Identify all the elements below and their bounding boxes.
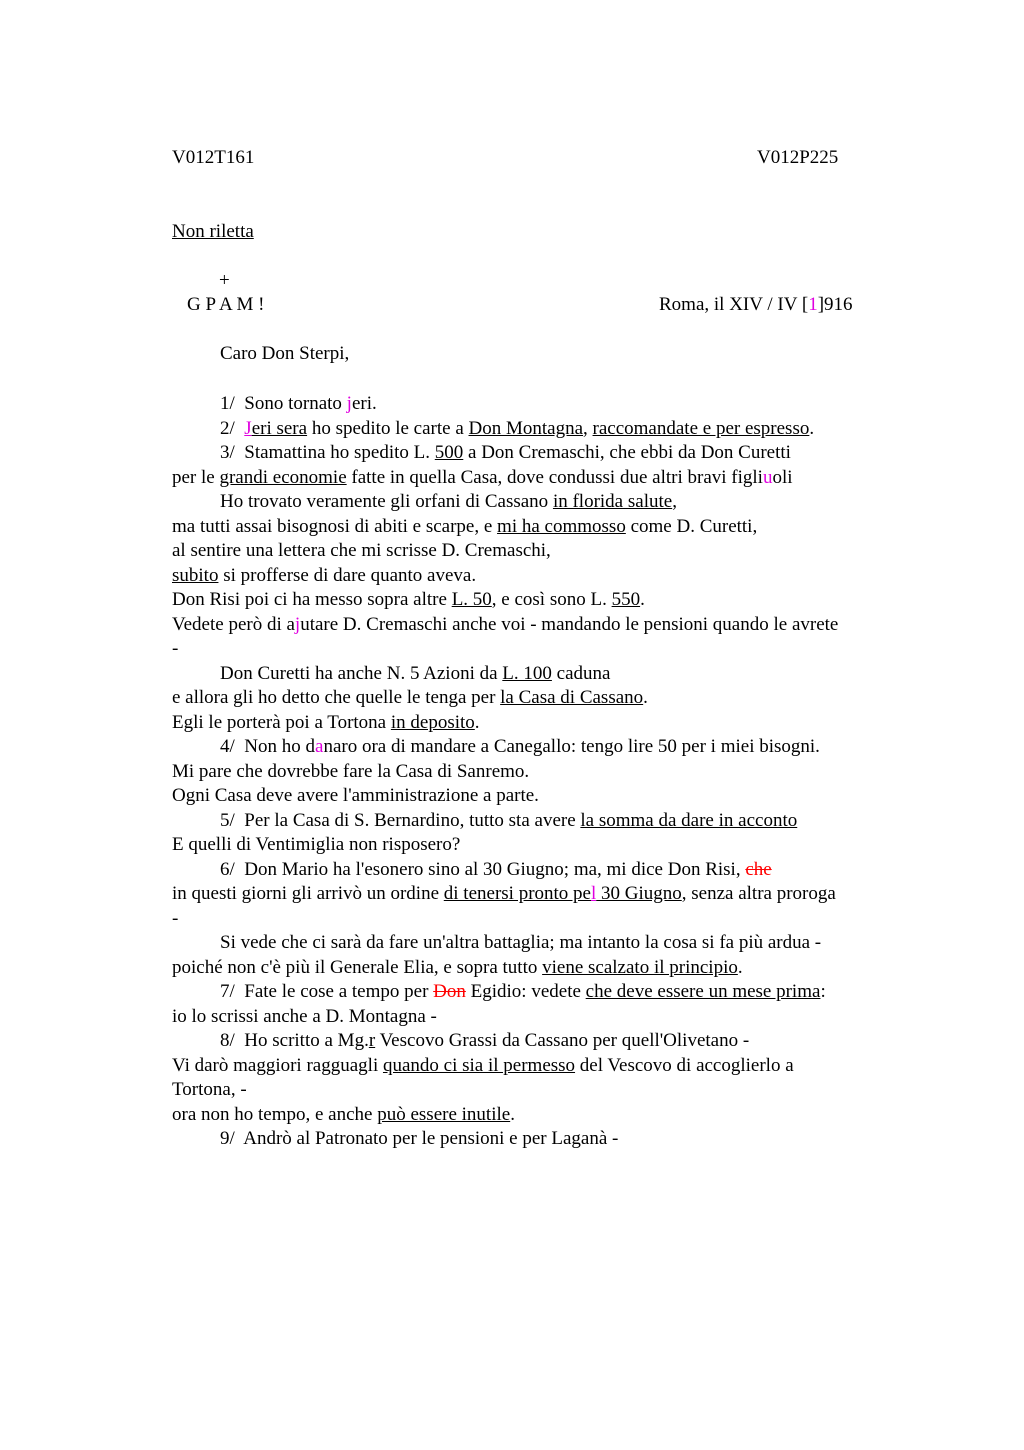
line-segment: Vescovo Grassi da Cassano per quell'Olivetano - [375, 1030, 750, 1051]
line-segment: j [294, 613, 301, 635]
letter-line [172, 907, 912, 932]
line-segment: si profferse di dare quanto aveva. [218, 564, 477, 586]
line-segment: r [368, 1030, 376, 1051]
line-segment: l [590, 883, 597, 904]
line-segment: 6/ Don Mario ha l'esonero sino al 30 Giugno; ma, mi dice Don Risi, [220, 858, 746, 880]
line-segment: caduna [551, 662, 611, 684]
letter-line [172, 637, 912, 662]
letter-line [172, 833, 912, 858]
line-segment: per le [172, 466, 220, 488]
line-segment: . [510, 1103, 515, 1125]
line-segment: 3/ Stamattina ho spedito L. [220, 442, 435, 463]
line-segment: Ogni Casa deve avere l'amministrazione a parte. [172, 785, 539, 806]
line-segment: 9/ Andrò al Patronato per le pensioni e per Laganà - [220, 1128, 619, 1149]
letter-line [172, 931, 912, 956]
line-segment: io lo scrissi anche a D. Montagna - [172, 1005, 437, 1027]
letter-line [172, 956, 912, 981]
line-segment: 7/ Fate le cose a tempo per [220, 981, 434, 1002]
letter-line [172, 392, 912, 417]
motto: G P A M ! [187, 294, 265, 315]
line-segment: 550 [611, 589, 641, 610]
line-segment: raccomandate e per espresso [592, 417, 810, 439]
letter-line [172, 662, 912, 687]
letter-line [172, 490, 912, 515]
line-segment: la somma da dare in acconto [580, 809, 798, 831]
letter-body [172, 392, 912, 1152]
letter-line [172, 564, 912, 589]
line-segment: poiché non c'è più il Generale Elia, e sopra tutto [172, 956, 543, 978]
letter-date [659, 293, 853, 317]
line-segment: Egidio: vedete [465, 981, 586, 1002]
letter-line [172, 1029, 912, 1054]
line-segment: oli [772, 466, 793, 488]
line-segment: , e così sono L. [491, 589, 612, 610]
line-segment: e allora gli ho detto che quelle le tenga per [172, 687, 501, 708]
letter-line [172, 515, 912, 540]
line-segment: 8/ Ho scritto a Mg. [220, 1030, 369, 1051]
line-segment: , senza altra proroga [681, 883, 836, 904]
line-segment: fatte in quella Casa, dove condussi due altri bravi figli [346, 466, 763, 488]
line-segment: Vi darò maggiori ragguagli [172, 1054, 383, 1076]
line-segment: mi ha commosso [497, 515, 626, 537]
line-segment: viene scalzato il principio [542, 956, 738, 978]
line-segment: . [643, 687, 648, 708]
line-segment: , [583, 417, 593, 439]
line-segment: a [315, 736, 324, 757]
line-segment: . [737, 956, 743, 978]
letter-line [172, 858, 912, 883]
line-segment: , [672, 491, 677, 512]
line-segment: 4/ Non ho d [220, 736, 315, 757]
line-segment: che [745, 858, 772, 880]
line-segment: subito [172, 564, 219, 586]
letter-line [172, 613, 912, 638]
letter-line [172, 417, 912, 442]
line-segment: u [762, 466, 773, 488]
letter-line [172, 686, 912, 711]
line-segment: Si vede che ci sarà da fare un'altra battaglia; ma intanto la cosa si fa più ardua - [220, 932, 822, 953]
letter-line [172, 980, 912, 1005]
line-segment: Mi pare che dovrebbe fare la Casa di Sanremo. [172, 760, 530, 782]
letter-line [172, 1078, 912, 1103]
letter-line [172, 539, 912, 564]
line-segment: Don [433, 981, 466, 1002]
line-segment: a Don Cremaschi, che ebbi da Don Curetti [463, 442, 791, 463]
line-segment: eri. [351, 393, 377, 414]
line-segment: può essere inutile [377, 1103, 511, 1125]
letter-line [172, 882, 912, 907]
line-segment: j [346, 393, 352, 414]
line-segment: di tenersi pronto pe [443, 883, 591, 904]
line-segment: 30 Giugno [596, 883, 682, 904]
line-segment: naro ora di mandare a Canegallo: tengo lire 50 per i miei bisogni. [323, 736, 820, 757]
line-segment: - [172, 638, 179, 659]
date-inserted-digit: 1 [808, 294, 818, 315]
letter-line [172, 1054, 912, 1079]
date-suffix: ]916 [817, 294, 853, 315]
line-segment: del Vescovo di accoglierlo a [575, 1054, 794, 1076]
line-segment: utare D. Cremaschi anche voi - mandando le pensioni quando le avrete [300, 613, 839, 635]
header-left-code: V012T161 [172, 147, 255, 168]
letter-line [172, 711, 912, 736]
note-label: Non riletta [172, 221, 254, 242]
line-segment: . [474, 711, 480, 733]
line-segment: Egli le porterà poi a Tortona [172, 711, 391, 733]
line-segment: L. 100 [502, 662, 552, 684]
line-segment: in questi giorni gli arrivò un ordine [172, 883, 444, 904]
letter-line [172, 735, 912, 760]
line-segment: quando ci sia il permesso [382, 1054, 576, 1076]
line-segment: ora non ho tempo, e anche [172, 1103, 378, 1125]
line-segment: in deposito [390, 711, 475, 733]
line-segment: grandi economie [219, 466, 347, 488]
line-segment: Vedete però di a [172, 613, 295, 635]
line-segment: ma tutti assai bisognosi di abiti e scarpe, e [172, 515, 498, 537]
letter-line [172, 588, 912, 613]
line-segment: Tortona, - [172, 1079, 247, 1100]
line-segment: Don Montagna [468, 417, 584, 439]
line-segment: al sentire una lettera che mi scrisse D. Cremaschi, [172, 540, 551, 561]
line-segment: J [244, 417, 252, 439]
line-segment: la Casa di Cassano [500, 687, 644, 708]
line-segment: E quelli di Ventimiglia non risposero? [172, 834, 461, 855]
cross-mark: + [219, 270, 230, 291]
letter-line [172, 466, 912, 491]
line-segment: in florida salute [552, 491, 673, 512]
line-segment: ho spedito le carte a [307, 417, 469, 439]
line-segment: 500 [434, 442, 464, 463]
letter-line [172, 1005, 912, 1030]
header-right-code: V012P225 [757, 147, 839, 168]
line-segment: . [809, 417, 815, 439]
line-segment: che deve essere un mese prima [585, 981, 821, 1002]
date-prefix: Roma, il XIV / IV [ [659, 294, 809, 315]
letter-line [172, 809, 912, 834]
salutation: Caro Don Sterpi, [220, 343, 350, 364]
line-segment: Don Curetti ha anche N. 5 Azioni da [220, 662, 503, 684]
letter-line [172, 1127, 912, 1152]
line-segment: L. 50 [451, 589, 492, 610]
line-segment: - [172, 907, 179, 929]
line-segment: 1/ Sono tornato [220, 393, 347, 414]
line-segment: 2/ [220, 417, 245, 439]
line-segment: Don Risi poi ci ha messo sopra altre [172, 589, 452, 610]
letter-line [172, 784, 912, 809]
line-segment: . [640, 589, 645, 610]
line-segment: come D. Curetti, [625, 515, 758, 537]
line-segment: Ho trovato veramente gli orfani di Cassano [220, 491, 553, 512]
letter-line [172, 760, 912, 785]
letter-line [172, 1103, 912, 1128]
line-segment: : [820, 981, 826, 1002]
letter-line [172, 441, 912, 466]
line-segment: 5/ Per la Casa di S. Bernardino, tutto sta avere [220, 809, 581, 831]
line-segment: eri sera [251, 417, 308, 439]
